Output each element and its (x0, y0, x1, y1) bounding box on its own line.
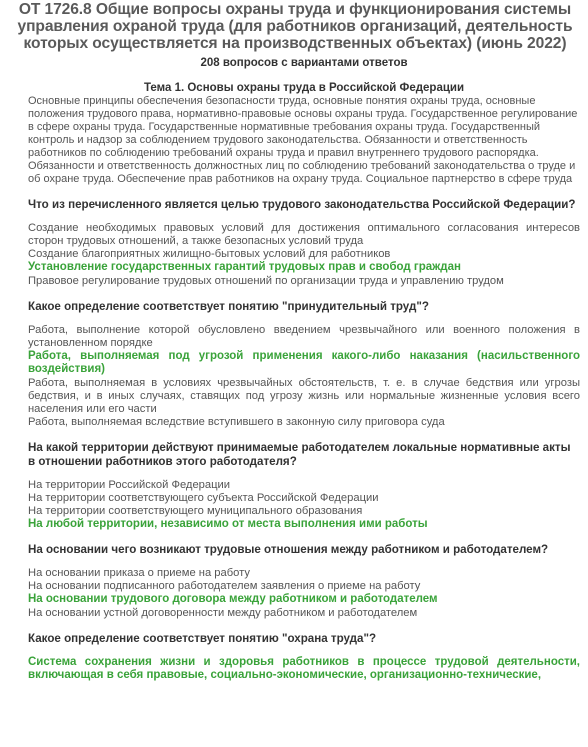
answer-option: На территории соответствующего субъекта Российской Федерации (28, 491, 379, 504)
answer-option: Работа, выполняемая вследствие вступившего в законную силу приговора суда (28, 415, 445, 428)
answer-list (28, 656, 580, 683)
answer-list (28, 222, 580, 288)
answer-list (28, 567, 580, 620)
answer-option: На территории Российской Федерации (28, 478, 231, 491)
question-block (28, 632, 580, 683)
document-title: ОТ 1726.8 Общие вопросы охраны труда и функционирования системы управления охраной труда (для работников организаций, деятельность которых осуществляется на производственных объектах) (июнь 2022) (17, 1, 573, 52)
question-list (28, 198, 580, 683)
question-text: Какое определение соответствует понятию "принудительный труд"? (28, 299, 429, 313)
answer-option: Работа, выполняемая в условиях чрезвычайных обстоятельств, т. е. в случае бедствия или угрозы бедствия, и в иных случаях, ставящих под угрозу жизнь или нормальные жизненные условия всего населения или его части (28, 376, 580, 415)
question-text: На основании чего возникают трудовые отношения между работником и работодателем? (28, 543, 549, 556)
question-block (28, 300, 580, 429)
topic-description: Основные принципы обеспечения безопасности труда, основные понятия охраны труда, основные положения трудового права, нормативно-правовые основы охраны труда. Государственное регулирование в сфере охраны труда. Государственные нормативные требования охраны труда. Государственный контроль и надзор за соблюдением трудового законодательства. Обязанности и ответственность работников по соблюдению требований охраны труда и правил внутреннего трудового распорядка. Обязанности и ответственность должностных лиц по соблюдению требований законодательства о труде и об охране труда. Обеспечение прав работников на охрану труда. Социальное партнерство в сфере труда (28, 95, 578, 185)
question-text: Какое определение соответствует понятию "охрана труда"? (28, 631, 377, 645)
answer-list (28, 479, 580, 532)
correct-answer: На основании трудового договора между работником и работодателем (28, 593, 438, 605)
answer-option: Создание необходимых правовых условий для достижения оптимального согласования интересов сторон трудовых отношений, а также безопасных условий труда (28, 222, 580, 247)
correct-answer: Работа, выполняемая под угрозой применения какого-либо наказания (насильственного воздействия) (28, 349, 580, 375)
question-block (28, 543, 580, 620)
answer-option: На территории соответствующего муниципального образования (28, 504, 363, 517)
topic-title: Тема 1. Основы охраны труда в Российской Федерации (143, 82, 465, 94)
question-text: На какой территории действуют принимаемые работодателем локальные нормативные акты в отношении работников этого работодателя? (28, 440, 571, 468)
question-block (28, 198, 580, 288)
answer-option: На основании приказа о приеме на работу (28, 567, 250, 579)
correct-answer: Установление государственных гарантий трудовых прав и свобод граждан (28, 261, 461, 273)
correct-answer: На любой территории, независимо от места выполнения ими работы (28, 517, 428, 530)
question-block (28, 441, 580, 532)
correct-answer: Система сохранения жизни и здоровья работников в процессе трудовой деятельности, включающая в себя правовые, социально-экономические, организационно-технические, (28, 655, 580, 681)
answer-option: На основании подписанного работодателем заявления о приеме на работу (28, 580, 421, 592)
question-text: Что из перечисленного является целью трудового законодательства Российской Федерации? (28, 198, 576, 211)
answer-option: Создание благоприятных жилищно-бытовых условий для работников (28, 248, 391, 260)
document-page (0, 1, 588, 747)
answer-list (28, 324, 580, 429)
answer-option: Работа, выполнение которой обусловлено введением чрезвычайного или военного положения в установленном порядке (28, 323, 580, 349)
answer-option: Правовое регулирование трудовых отношений по организации труда и управлению трудом (28, 274, 504, 287)
question-count: 208 вопросов с вариантами ответов (200, 57, 408, 69)
answer-option: На основании устной договоренности между работником и работодателем (28, 606, 418, 619)
